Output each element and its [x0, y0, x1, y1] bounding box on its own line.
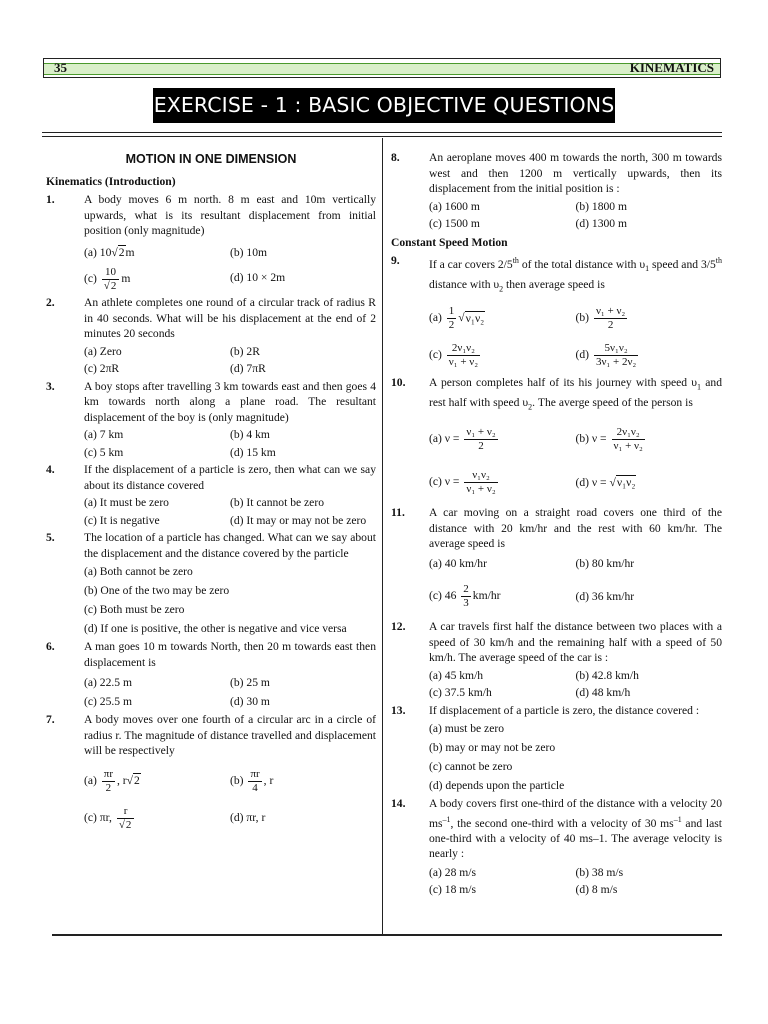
options-9 — [429, 300, 722, 374]
option-b: (b) It cannot be zero — [230, 496, 324, 509]
option-d: (d) $\frac{\text{5ν₁ν₂}}{\text{3ν₁ + 2ν₂}}$ — [575, 342, 637, 369]
option-b: (b) One of the two may be zero — [84, 584, 230, 597]
option-d: (d) If one is positive, the other is negative and vice versa — [84, 622, 347, 635]
options-13 — [429, 719, 722, 795]
question-1: 1. A body moves 6 m north. 8 m east and 10m vertically upwards, what is its resultant displacement from initial position (only magnitude) — [46, 193, 376, 237]
option-c: (c) 1500 m — [429, 217, 480, 230]
question-6: 6. A man goes 10 m towards North, then 20 m towards east then displacement is — [46, 640, 376, 669]
option-a: (a) 45 km/h — [429, 668, 484, 682]
question-3: 3. A boy stops after travelling 3 km towards east and then goes 4 km towards north along a plane road. The resultant displacement of the boy is (only magnitude) — [46, 379, 376, 424]
option-b: (b) may or may not be zero — [429, 741, 556, 755]
column-divider — [382, 138, 383, 934]
options-1 — [84, 244, 376, 295]
subheading: Kinematics (Introduction) — [46, 174, 176, 188]
option-b: (b) 38 m/s — [575, 865, 624, 879]
option-a: (a) 10√2m — [84, 245, 135, 259]
subheading: Constant Speed Motion — [391, 235, 508, 249]
option-b: (b) 80 km/hr — [575, 556, 635, 570]
options-11 — [429, 555, 722, 616]
question-2: 2. An athlete completes one round of a circular track of radius R in 40 seconds. What will be his displacement at the end of 2 minutes 20 seconds — [46, 296, 376, 340]
question-10: 10. A person completes half of its his journey with speed $\upsilon_1$ and rest half with speed $\upsilon_2$. The averge speed of the person is — [391, 376, 722, 412]
option-b: (b) 2R — [230, 344, 260, 358]
question-4: 4. If the displacement of a particle is zero, then what can we say about its distance covered — [46, 463, 376, 492]
section-heading: MOTION IN ONE DIMENSION — [125, 152, 297, 166]
option-c: (c) 5 km — [84, 445, 124, 459]
option-c: (c) It is negative — [84, 513, 160, 527]
options-5 — [84, 562, 376, 638]
options-4 — [84, 494, 376, 529]
option-a: (a) 28 m/s — [429, 865, 477, 879]
option-a: (a) $\frac{\pi r}{2}$ , r√2 — [84, 767, 140, 794]
option-d: (d) It may or may not be zero — [230, 513, 367, 527]
section-title: KINEMATICS — [629, 60, 714, 75]
option-a: (a) It must be zero — [84, 496, 169, 509]
option-d: (d) depends upon the particle — [429, 779, 565, 793]
options-7 — [84, 763, 376, 837]
option-d: (d) 8 m/s — [575, 883, 618, 897]
option-b: (b) 25 m — [230, 676, 270, 689]
option-d: (d) 1300 m — [575, 217, 628, 230]
footer-rule — [52, 934, 722, 936]
title-rule — [42, 132, 722, 137]
option-a: (a) 40 km/hr — [429, 556, 487, 570]
option-a: (a) Zero — [84, 344, 122, 358]
question-11: 11. A car moving on a straight road covers one third of the distance with 20 km/hr and the rest with 60 km/hr. The average speed is — [391, 506, 722, 551]
option-d: (d) 48 km/h — [575, 686, 631, 700]
option-b: (b) ν = $\frac{\text{2ν₁ν₂}}{\text{ν₁ + ν₂}}$ — [575, 426, 643, 453]
option-a: (a) 7 km — [84, 428, 124, 441]
option-b: (b) $\frac{\text{ν₁ + ν₂}}{2}$ — [575, 305, 626, 332]
option-b: (b) 4 km — [230, 428, 270, 441]
options-14 — [429, 864, 722, 899]
option-c: (c) $\frac{\text{2ν₁ν₂}}{\text{ν₁ + ν₂}}$ — [429, 342, 479, 369]
options-12 — [429, 667, 722, 702]
option-c: (c) 46 $\frac{2}{3}$ km/hr — [429, 583, 501, 610]
option-a: (a) 1600 m — [429, 199, 480, 213]
option-d: (d) 15 km — [230, 445, 276, 459]
page-number: 35 — [54, 60, 67, 75]
options-6 — [84, 673, 376, 711]
option-a: (a) $\frac{1}{2}$ √ν₁ν₂ — [429, 305, 485, 332]
option-c: (c) 25.5 m — [84, 695, 132, 708]
option-c: (c) 18 m/s — [429, 883, 477, 897]
option-b: (b) $\frac{\pi r}{4}$ , r — [230, 767, 274, 794]
option-a: (a) Both cannot be zero — [84, 565, 193, 578]
option-c: (c) cannot be zero — [429, 760, 513, 774]
option-c: (c) $\frac{10}{√2}$ m — [84, 266, 131, 292]
option-c: (c) 37.5 km/h — [429, 686, 492, 700]
exercise-title: EXERCISE - 1 : BASIC OBJECTIVE QUESTIONS — [153, 88, 615, 123]
option-b: (b) 42.8 km/h — [575, 668, 639, 682]
option-c: (c) 2πR — [84, 362, 120, 375]
option-d: (d) 36 km/hr — [575, 589, 635, 603]
option-b: (b) 1800 m — [575, 199, 628, 213]
question-14: 14. A body covers first one-third of the distance with a velocity 20 $ms^{-1}$, the second one-third with a velocity of 30 $ms^{-1}$ and last one-third with a velocity of 40 ms–1. The average velocity is nearly : — [391, 797, 722, 861]
question-7: 7. A body moves over one fourth of a circular arc in a circle of radius r. The magnitude of distance travelled and displacement will be respectively — [46, 713, 376, 757]
options-2 — [84, 343, 376, 378]
question-13: 13. If displacement of a particle is zero, the distance covered : — [391, 703, 700, 717]
header-bar — [43, 58, 721, 78]
right-column — [391, 150, 722, 900]
options-3 — [84, 426, 376, 461]
option-d: (d) ν = √ν₁ν₂ — [575, 475, 636, 489]
option-d: (d) πr, r — [230, 811, 266, 825]
left-column — [46, 152, 376, 838]
option-d: (d) 10 × 2m — [230, 270, 286, 284]
question-8: 8. An aeroplane moves 400 m towards the north, 300 m towards west and then 1200 m vertically upwards, then its displacement from the initial position is : — [391, 151, 722, 195]
option-d: (d) 30 m — [230, 695, 270, 708]
option-a: (a) must be zero — [429, 722, 505, 736]
option-c: (c) Both must be zero — [84, 603, 185, 616]
question-5: 5. The location of a particle has changed. What can we say about the displacement and the distance covered by the particle — [46, 531, 376, 560]
question-9: 9. If a car covers 2/5th of the total distance with $\upsilon_1$ speed and 3/5th distance with $\upsilon_2$ then average speed is — [391, 254, 722, 293]
option-b: (b) 10m — [230, 245, 268, 259]
question-12: 12. A car travels first half the distance between two places with a speed of 30 km/h and the remaining half with a speed of 50 km/h. The average speed of the car is : — [391, 620, 722, 665]
options-10 — [429, 421, 722, 501]
option-a: (a) ν = $\frac{\text{ν₁ + ν₂}}{2}$ — [429, 426, 496, 453]
option-c: (c) ν = $\frac{\text{ν₁ν₂}}{\text{ν₁ + ν₂}}$ — [429, 469, 496, 496]
option-d: (d) 7πR — [230, 362, 266, 375]
option-c: (c) πr, $\frac{r}{√2}$ — [84, 800, 230, 837]
option-a: (a) 22.5 m — [84, 676, 132, 689]
options-8 — [429, 198, 722, 233]
